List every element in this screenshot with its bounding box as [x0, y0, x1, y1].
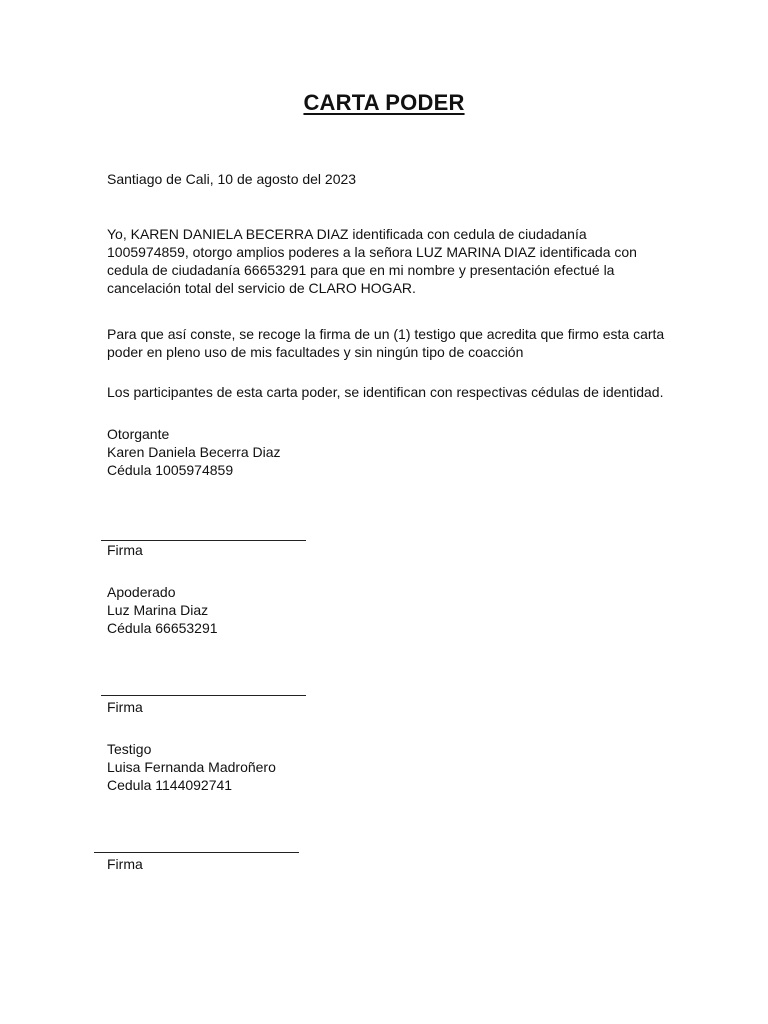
paragraph-line: cedula de ciudadanía 66653291 para que en mi nombre y presentación efectué la — [107, 262, 615, 278]
apoderado-name: Luz Marina Diaz — [107, 602, 209, 618]
paragraph-participants: Los participantes de esta carta poder, se identifican con respectivas cédulas de identidad. — [107, 384, 664, 400]
otorgante-name: Karen Daniela Becerra Diaz — [107, 444, 281, 460]
document-title: CARTA PODER — [303, 90, 465, 115]
apoderado-role: Apoderado — [107, 584, 176, 600]
paragraph-line: cancelación total del servicio de CLARO HOGAR. — [107, 280, 416, 296]
testigo-signature-label: Firma — [107, 856, 143, 872]
apoderado-block — [107, 583, 218, 637]
testigo-block — [107, 740, 276, 794]
otorgante-role: Otorgante — [107, 426, 170, 442]
testigo-name: Luisa Fernanda Madroñero — [107, 759, 276, 775]
place-date: Santiago de Cali, 10 de agosto del 2023 — [107, 171, 357, 187]
apoderado-id: Cédula 66653291 — [107, 620, 218, 636]
paragraph-line: Para que así conste, se recoge la firma de un (1) testigo que acredita que firmo esta carta — [107, 326, 665, 342]
apoderado-signature-line — [101, 695, 306, 696]
paragraph-line: 1005974859, otorgo amplios poderes a la señora LUZ MARINA DIAZ identificada con — [107, 244, 637, 260]
paragraph-witness — [107, 325, 664, 361]
testigo-role: Testigo — [107, 741, 152, 757]
paragraph-line: Yo, KAREN DANIELA BECERRA DIAZ identificada con cedula de ciudadanía — [107, 226, 587, 242]
paragraph-line: poder en pleno uso de mis facultades y sin ningún tipo de coacción — [107, 344, 524, 360]
paragraph-grant — [107, 225, 637, 297]
otorgante-block — [107, 425, 281, 479]
apoderado-signature-label: Firma — [107, 699, 143, 715]
testigo-id: Cedula 1144092741 — [107, 777, 233, 793]
testigo-signature-line — [94, 852, 299, 853]
otorgante-signature-label: Firma — [107, 542, 143, 558]
otorgante-id: Cédula 1005974859 — [107, 462, 234, 478]
